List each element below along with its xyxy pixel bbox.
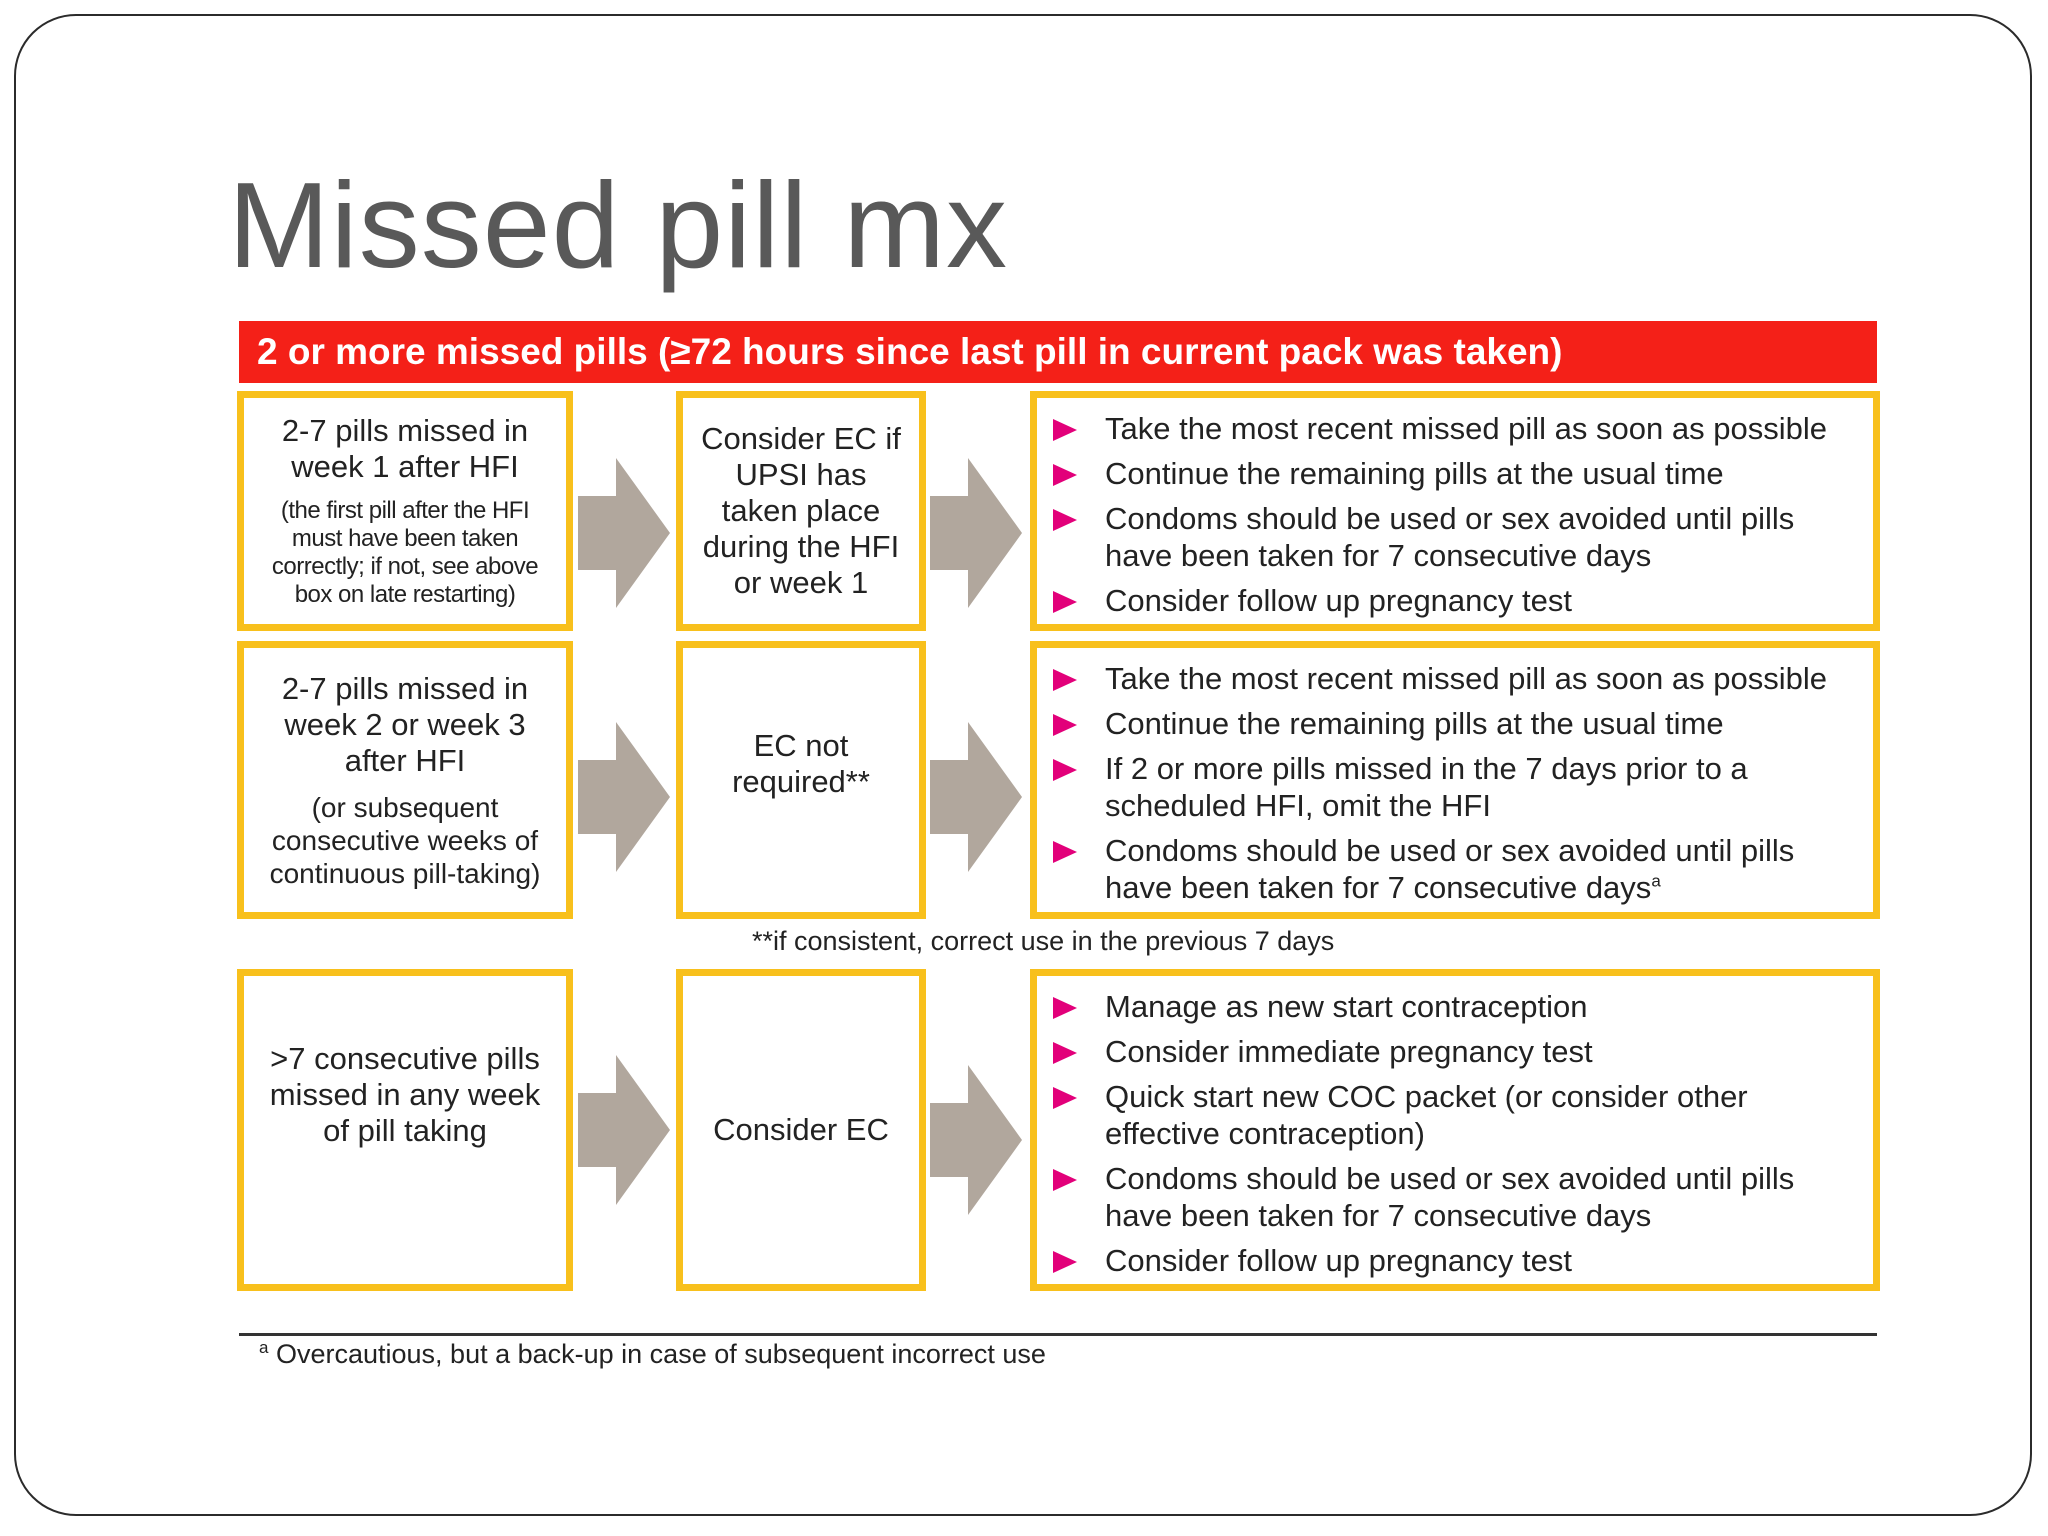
list-item: Take the most recent missed pill as soon as possible — [1037, 410, 1861, 447]
bullet-triangle-icon — [1053, 509, 1077, 531]
row1-condition-box — [237, 391, 573, 631]
bullet-triangle-icon — [1053, 841, 1077, 863]
footnote-overcautious — [259, 1339, 1046, 1370]
row3-ec-box — [676, 969, 926, 1291]
row2-ec-box — [676, 641, 926, 919]
list-item: Quick start new COC packet (or consider other effective contraception) — [1037, 1078, 1861, 1152]
row3-condition-main: >7 consecutive pills missed in any week of pill taking — [269, 1041, 541, 1148]
row3-arrow-1 — [578, 1055, 670, 1205]
row2-arrow-2 — [930, 722, 1022, 872]
bullet-triangle-icon — [1053, 997, 1077, 1019]
row3-actions-list — [1037, 976, 1861, 1279]
row1-arrow-2 — [930, 458, 1022, 608]
row2-condition-main: 2-7 pills missed in week 2 or week 3 after HFI — [281, 670, 529, 778]
row1-condition-sub: (the first pill after the HFI must have been taken correctly; if not, see above box on late restarting) — [271, 497, 539, 608]
bullet-triangle-icon — [1053, 1042, 1077, 1064]
row1-arrow-1 — [578, 458, 670, 608]
bullet-triangle-icon — [1053, 1169, 1077, 1191]
row1-actions-list — [1037, 398, 1861, 619]
row3-condition-box — [237, 969, 573, 1291]
list-item: If 2 or more pills missed in the 7 days prior to a scheduled HFI, omit the HFI — [1037, 750, 1861, 824]
row2-condition-box — [237, 641, 573, 919]
bullet-triangle-icon — [1053, 1087, 1077, 1109]
footnote-text: Overcautious, but a back-up in case of subsequent incorrect use — [268, 1339, 1046, 1369]
list-item: Condoms should be used or sex avoided until pills have been taken for 7 consecutive days$^a$ — [1037, 832, 1861, 906]
footnote-marker: a — [1651, 871, 1661, 891]
row3-arrow-2 — [930, 1065, 1022, 1215]
row1-ec-text: Consider EC if UPSI has taken place during the HFI or week 1 — [701, 421, 901, 600]
list-item: Take the most recent missed pill as soon as possible — [1037, 660, 1861, 697]
list-item: Continue the remaining pills at the usual time — [1037, 455, 1861, 492]
bullet-triangle-icon — [1053, 419, 1077, 441]
row1-actions-box — [1030, 391, 1880, 631]
slide-title: Missed pill mx — [228, 157, 1009, 293]
bullet-triangle-icon — [1053, 714, 1077, 736]
list-item: Consider immediate pregnancy test — [1037, 1033, 1861, 1070]
row2-condition-sub: (or subsequent consecutive weeks of continuous pill-taking) — [269, 791, 541, 889]
list-item: Continue the remaining pills at the usual time — [1037, 705, 1861, 742]
bullet-triangle-icon — [1053, 591, 1077, 613]
list-item: Condoms should be used or sex avoided until pills have been taken for 7 consecutive days — [1037, 1160, 1861, 1234]
row2-actions-list — [1037, 648, 1861, 906]
list-item: Manage as new start contraception — [1037, 988, 1861, 1025]
list-item: Consider follow up pregnancy test — [1037, 582, 1861, 619]
footer-rule — [239, 1333, 1877, 1336]
bullet-triangle-icon — [1053, 759, 1077, 781]
row1-ec-box — [676, 391, 926, 631]
bullet-triangle-icon — [1053, 1251, 1077, 1273]
bullet-triangle-icon — [1053, 464, 1077, 486]
list-item: Condoms should be used or sex avoided until pills have been taken for 7 consecutive days — [1037, 500, 1861, 574]
row1-condition-main: 2-7 pills missed in week 1 after HFI — [281, 413, 529, 484]
row2-actions-box — [1030, 641, 1880, 919]
bullet-triangle-icon — [1053, 669, 1077, 691]
ec-footnote: **if consistent, correct use in the previous 7 days — [752, 926, 1335, 956]
row2-ec-text: EC not required** — [732, 728, 870, 799]
row3-actions-box — [1030, 969, 1880, 1291]
list-item: Consider follow up pregnancy test — [1037, 1242, 1861, 1279]
row3-ec-text: Consider EC — [713, 1112, 889, 1147]
header-bar: 2 or more missed pills (≥72 hours since last pill in current pack was taken) — [239, 321, 1877, 383]
footnote-marker: a — [259, 1338, 269, 1357]
row2-arrow-1 — [578, 722, 670, 872]
